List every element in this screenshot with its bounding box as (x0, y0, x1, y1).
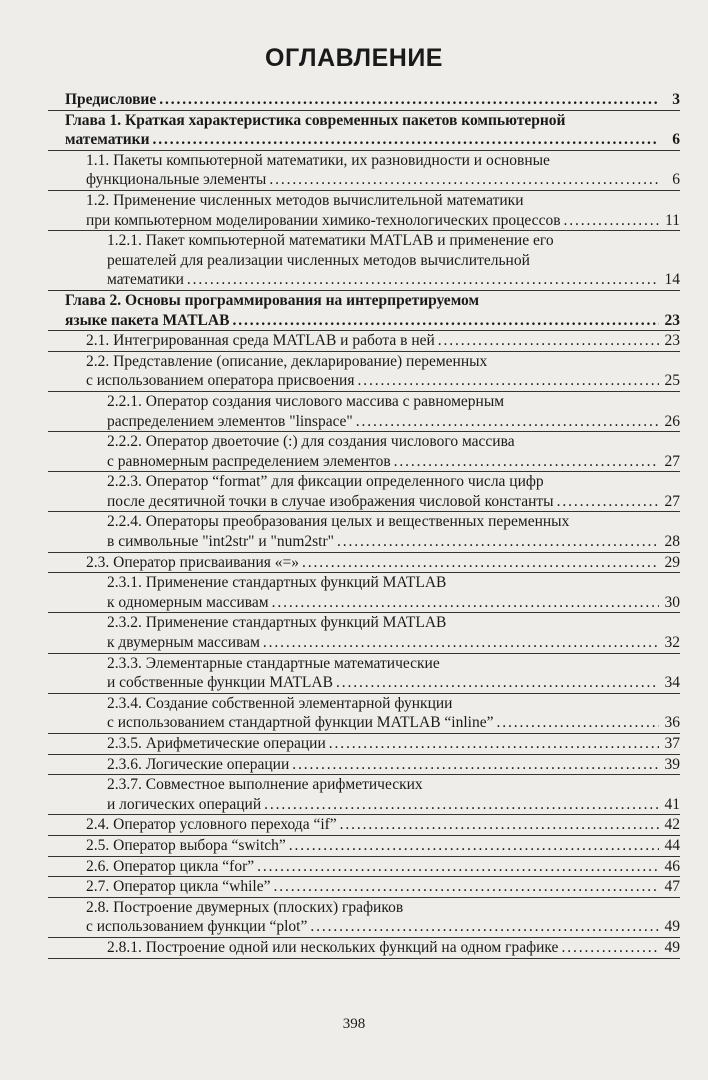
dot-leader (394, 452, 659, 472)
toc-entry-text: 2.5. Оператор выбора “switch” (86, 836, 286, 854)
toc-entry-row (107, 412, 680, 432)
toc-entry-text: Предисловие (65, 91, 157, 108)
toc-entry (48, 836, 680, 857)
table-of-contents (48, 90, 680, 959)
toc-entry-text: к двумерным массивам (107, 634, 260, 652)
toc-entry-row (86, 917, 680, 937)
toc-entry-text: в символьные "int2str" и "num2str" (107, 533, 334, 551)
toc-page-number: 36 (664, 714, 680, 732)
dot-leader (257, 857, 659, 877)
toc-entry (48, 191, 680, 231)
toc-entry-text: распределением элементов "linspace" (107, 412, 353, 430)
toc-page-number: 6 (672, 131, 680, 149)
toc-entry-text: с использованием оператора присвоения (86, 372, 355, 390)
page-title: ОГЛАВЛЕНИЕ (265, 44, 443, 72)
toc-entry-row (107, 713, 680, 733)
toc-page-number: 47 (664, 878, 680, 896)
toc-entry (48, 352, 680, 392)
toc-entry (48, 857, 680, 878)
dot-leader (269, 170, 659, 190)
toc-page-number: 49 (664, 938, 680, 956)
toc-entry-text: 2.3.2. Применение стандартных функций MATLAB (107, 614, 447, 632)
toc-page-number: 26 (664, 412, 680, 430)
toc-entry-text: 2.2. Представление (описание, декларирование) переменных (86, 352, 488, 370)
toc-entry-row (86, 553, 680, 573)
toc-entry-text: к одномерным массивам (107, 593, 269, 611)
toc-page-number: 42 (664, 816, 680, 834)
toc-entry-text: решателей для реализации численных методов вычислительной (107, 251, 530, 269)
toc-page-number: 29 (664, 553, 680, 571)
toc-page-number: 14 (664, 271, 680, 289)
toc-entry-text: и собственные функции MATLAB (107, 674, 333, 692)
toc-entry (48, 898, 680, 938)
toc-entry-text: и логических операций (107, 795, 262, 813)
dot-leader (232, 311, 659, 331)
toc-entry (48, 392, 680, 432)
dot-leader (310, 917, 659, 937)
toc-entry (48, 775, 680, 815)
dot-leader (263, 633, 659, 653)
toc-entry (48, 432, 680, 472)
dot-leader (438, 331, 659, 351)
toc-entry-text: 2.3.4. Создание собственной элементарной функции (107, 694, 453, 712)
toc-entry-text: функциональные элементы (86, 171, 267, 189)
toc-entry (48, 654, 680, 694)
toc-entry-text: 2.3.6. Логические операции (107, 755, 290, 773)
toc-page-number: 23 (664, 311, 680, 329)
toc-entry-text: 2.7. Оператор цикла “while” (86, 878, 271, 896)
toc-entry (48, 694, 680, 734)
toc-entry-row (86, 170, 680, 190)
dot-leader (496, 713, 659, 733)
toc-page-number: 27 (664, 452, 680, 470)
dot-leader (329, 734, 659, 754)
toc-entry-text: 2.8. Построение двумерных (плоских) графиков (86, 898, 404, 916)
toc-entry-text: 1.2.1. Пакет компьютерной математики MATLAB и применение его (107, 232, 554, 250)
toc-entry (48, 755, 680, 776)
dot-leader (272, 593, 659, 613)
toc-entry-text: 2.2.2. Оператор двоеточие (:) для создания числового массива (107, 433, 515, 451)
toc-entry-row (86, 836, 680, 856)
toc-entry-row (107, 734, 680, 754)
toc-entry-text: с равномерным распределением элементов (107, 452, 391, 470)
toc-entry-row (86, 877, 680, 897)
toc-page-number: 32 (664, 634, 680, 652)
toc-entry (48, 938, 680, 959)
toc-entry-text: математики (107, 271, 184, 289)
toc-entry (48, 472, 680, 512)
toc-entry-text: 2.4. Оператор условного перехода “if” (86, 816, 337, 834)
toc-entry-text: 2.3. Оператор присваивания «=» (86, 553, 300, 571)
toc-entry-row (107, 593, 680, 613)
dot-leader (187, 270, 659, 290)
toc-entry-text: 1.2. Применение численных методов вычислительной математики (86, 191, 524, 209)
toc-entry-text: Глава 2. Основы программирования на интерпретируемом (65, 291, 480, 309)
toc-page-number: 34 (664, 674, 680, 692)
toc-entry-text: при компьютерном моделировании химико-технологических процессов (86, 211, 561, 229)
toc-entry (48, 573, 680, 613)
toc-entry-text: 2.2.3. Оператор “format” для фиксации определенного числа цифр (107, 473, 544, 491)
toc-page-number: 6 (672, 171, 680, 189)
toc-entry-row (107, 755, 680, 775)
dot-leader (337, 532, 659, 552)
toc-entry-text: с использованием стандартной функции MATLAB “inline” (107, 714, 494, 732)
dot-leader (302, 553, 659, 573)
toc-entry-text: языке пакета MATLAB (65, 311, 230, 329)
toc-entry-row (86, 331, 680, 351)
toc-entry (48, 613, 680, 653)
dot-leader (357, 371, 659, 391)
toc-entry-text: 1.1. Пакеты компьютерной математики, их разновидности и основные (86, 151, 550, 169)
dot-leader (340, 815, 659, 835)
toc-entry (48, 90, 680, 111)
dot-leader (292, 755, 659, 775)
toc-entry-text: 2.6. Оператор цикла “for” (86, 857, 255, 875)
toc-entry-text: 2.2.1. Оператор создания числового массива с равномерным (107, 392, 505, 410)
toc-entry-text: 2.1. Интегрированная среда MATLAB и работа в ней (86, 332, 435, 350)
toc-page-number: 30 (664, 593, 680, 611)
toc-entry-text: после десятичной точки в случае изображения числовой константы (107, 492, 554, 510)
toc-entry (48, 231, 680, 291)
toc-entry (48, 815, 680, 836)
toc-page-number: 11 (665, 211, 680, 229)
toc-page-number: 41 (664, 795, 680, 813)
toc-page-number: 3 (672, 91, 680, 108)
toc-entry-row (107, 452, 680, 472)
dot-leader (561, 938, 659, 958)
toc-page-number: 23 (664, 332, 680, 350)
toc-entry-row (107, 673, 680, 693)
toc-entry-text: 2.8.1. Построение одной или нескольких функций на одном графике (107, 938, 559, 956)
page-number: 398 (342, 1016, 366, 1032)
toc-entry-row (65, 130, 680, 150)
toc-entry-row (65, 90, 680, 110)
toc-entry-text: 2.3.3. Элементарные стандартные математические (107, 654, 440, 672)
toc-entry-row (86, 371, 680, 391)
toc-page-number: 25 (664, 372, 680, 390)
toc-entry-row (107, 532, 680, 552)
toc-entry-row (107, 938, 680, 958)
toc-entry-text: 2.3.5. Арифметические операции (107, 735, 326, 752)
toc-entry-row (107, 795, 680, 815)
dot-leader (159, 90, 659, 110)
toc-entry-row (65, 311, 680, 331)
toc-page-number: 49 (664, 918, 680, 936)
toc-page-number: 37 (664, 735, 680, 752)
toc-entry (48, 151, 680, 191)
toc-entry-row (107, 492, 680, 512)
toc-entry-row (86, 815, 680, 835)
toc-entry (48, 512, 680, 552)
dot-leader (289, 836, 659, 856)
toc-entry (48, 553, 680, 574)
toc-entry-text: с использованием функции “plot” (86, 918, 308, 936)
dot-leader (564, 211, 659, 231)
toc-page-number: 44 (664, 836, 680, 854)
toc-page-number: 27 (664, 492, 680, 510)
toc-entry (48, 111, 680, 151)
toc-entry-text: 2.2.4. Операторы преобразования целых и вещественных переменных (107, 513, 570, 531)
dot-leader (356, 412, 659, 432)
dot-leader (557, 492, 659, 512)
toc-entry-text: Глава 1. Краткая характеристика современных пакетов компьютерной (65, 111, 566, 129)
dot-leader (336, 673, 659, 693)
toc-entry-row (86, 211, 680, 231)
toc-entry (48, 734, 680, 755)
toc-entry (48, 877, 680, 898)
toc-entry-row (86, 857, 680, 877)
dot-leader (153, 130, 659, 150)
dot-leader (264, 795, 659, 815)
toc-entry-text: 2.3.1. Применение стандартных функций MATLAB (107, 574, 447, 592)
toc-entry-text: математики (65, 131, 150, 149)
toc-entry (48, 291, 680, 331)
toc-entry-row (107, 270, 680, 290)
dot-leader (273, 877, 659, 897)
toc-page-number: 39 (664, 755, 680, 773)
toc-entry (48, 331, 680, 352)
toc-page-number: 46 (664, 857, 680, 875)
toc-entry-text: 2.3.7. Совместное выполнение арифметических (107, 776, 423, 794)
toc-entry-row (107, 633, 680, 653)
toc-page-number: 28 (664, 533, 680, 551)
